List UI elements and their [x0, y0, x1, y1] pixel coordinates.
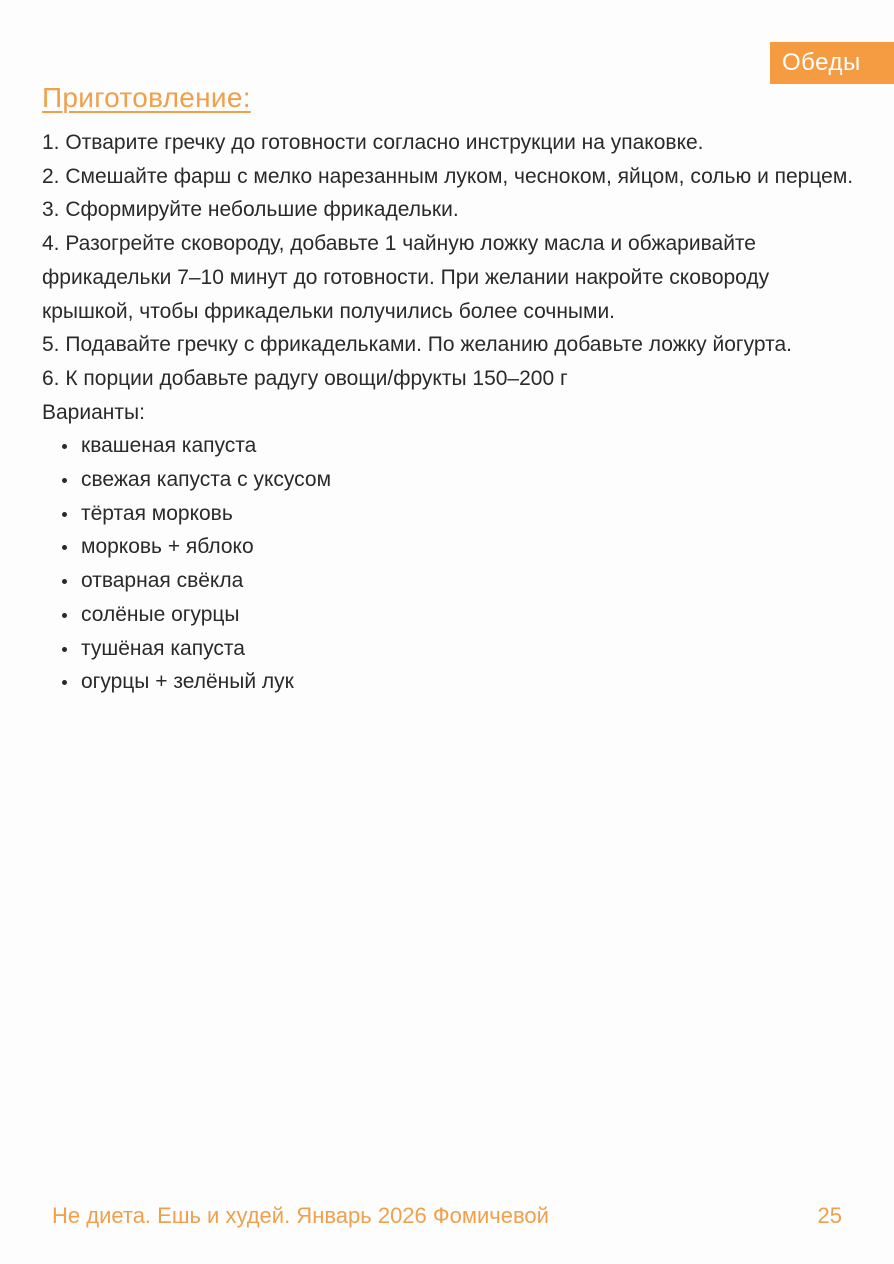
recipe-step-2: 2. Смешайте фарш с мелко нарезанным луком, чесноком, яйцом, солью и перцем. — [42, 164, 854, 188]
recipe-content — [42, 126, 862, 699]
list-item: тёртая морковь — [61, 497, 862, 531]
page-footer — [52, 1203, 842, 1229]
list-item: солёные огурцы — [61, 598, 862, 632]
section-heading: Приготовление: — [42, 82, 251, 113]
variants-list — [42, 429, 862, 699]
variants-label: Варианты: — [42, 400, 145, 424]
recipe-step-6: 6. К порции добавьте радугу овощи/фрукты 150–200 г — [42, 366, 568, 390]
footer-title: Не диета. Ешь и худей. Январь 2026 Фомичевой — [52, 1203, 549, 1228]
list-item: огурцы + зелёный лук — [61, 665, 862, 699]
page-number: 25 — [817, 1203, 842, 1228]
list-item: морковь + яблоко — [61, 530, 862, 564]
list-item: квашеная капуста — [61, 429, 862, 463]
list-item: свежая капуста с уксусом — [61, 463, 862, 497]
recipe-step-4: 4. Разогрейте сковороду, добавьте 1 чайную ложку масла и обжаривайте фрикадельки 7–10 минут до готовности. При желании накройте сковороду крышкой, чтобы фрикадельки получились более сочными. — [42, 232, 770, 323]
recipe-step-5: 5. Подавайте гречку с фрикадельками. По желанию добавьте ложку йогурта. — [42, 333, 792, 357]
list-item: тушёная капуста — [61, 632, 862, 666]
category-badge: Обеды — [770, 42, 894, 84]
recipe-step-1: 1. Отварите гречку до готовности согласно инструкции на упаковке. — [42, 131, 704, 154]
recipe-step-3: 3. Сформируйте небольшие фрикадельки. — [42, 198, 459, 222]
list-item: отварная свёкла — [61, 564, 862, 598]
